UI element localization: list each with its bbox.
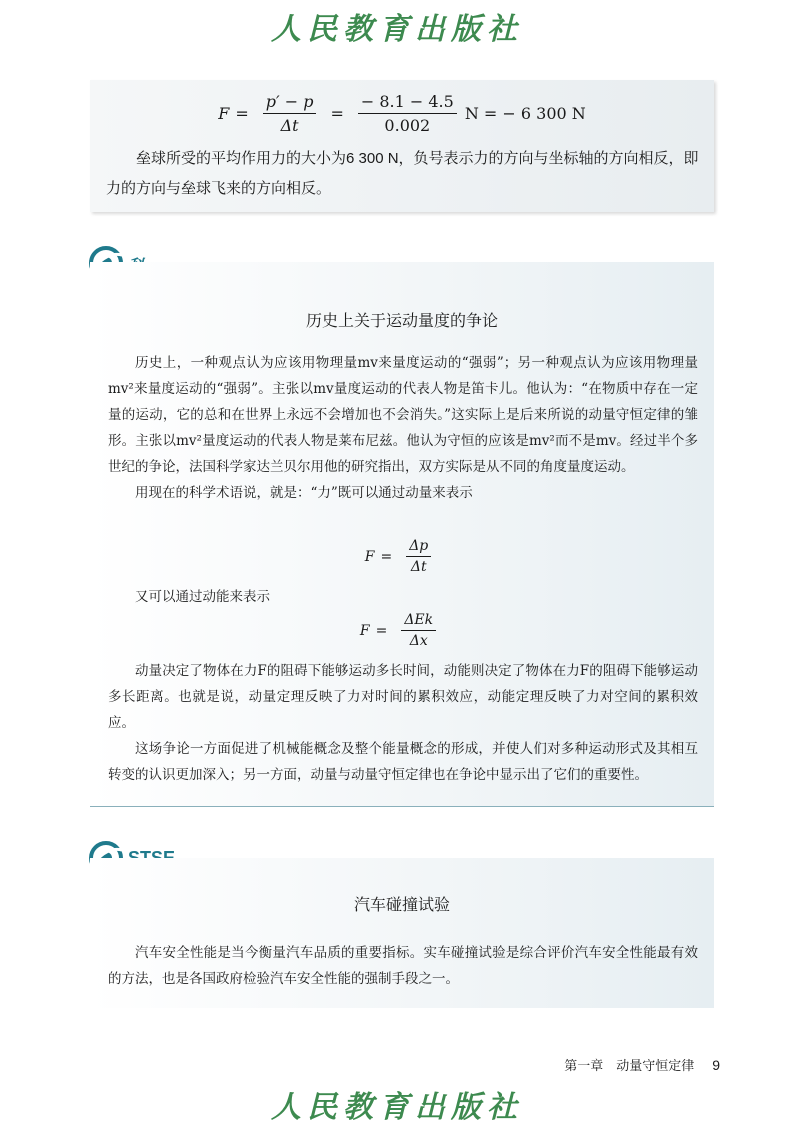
eq-fraction-1-numerator: p′ − p bbox=[263, 92, 317, 114]
page-footer bbox=[560, 1055, 720, 1074]
eq-numerator: Δp bbox=[406, 538, 431, 557]
equation-momentum bbox=[90, 538, 714, 575]
eq-numerator: ΔEk bbox=[401, 612, 436, 631]
paragraph: 动量决定了物体在力F的阻碍下能够运动多长时间，动能则决定了物体在力F的阻碍下能够运动多长距离。也就是说，动量定理反映了力对时间的累积效应，动能定理反映了力对空间的累积效应。 bbox=[108, 663, 698, 731]
publisher-watermark-bottom: 人民教育出版社 bbox=[271, 1090, 523, 1125]
panel-body-2 bbox=[108, 584, 698, 610]
eq-fraction-1 bbox=[263, 92, 317, 135]
paragraph: 历史上，一种观点认为应该用物理量mv来量度运动的“强弱”；另一种观点认为应该用物理量mv²来量度运动的“强弱”。主张以mv量度运动的代表人物是笛卡儿。他认为：“在物质中存在一定量的运动，它的总和在世界上永远不会增加也不会消失。”这实际上是后来所说的动量守恒定律的雏形。主张以mv²量度运动的代表人物是莱布尼兹。他认为守恒的应该是mv²而不是mv。经过半个多世纪的争论，法国科学家达兰贝尔用他的研究指出，双方实际是从不同的角度量度运动。 bbox=[108, 355, 698, 475]
science-panel bbox=[90, 262, 714, 807]
panel-title: 汽车碰撞试验 bbox=[353, 897, 450, 914]
panel-body-3 bbox=[108, 658, 698, 788]
eq-fraction-1-denominator: Δt bbox=[280, 116, 299, 135]
eq-denominator: Δx bbox=[409, 633, 428, 649]
eq-fraction-2-numerator: − 8.1 − 4.5 bbox=[358, 92, 457, 114]
eq-equals: = bbox=[375, 622, 388, 639]
eq-equals-2: = bbox=[330, 104, 344, 123]
solution-equation bbox=[90, 92, 714, 135]
chapter-title: 第一章 动量守恒定律 bbox=[564, 1058, 695, 1073]
equation-energy bbox=[90, 612, 714, 649]
eq-lhs: F bbox=[364, 548, 375, 565]
panel-title: 历史上关于运动量度的争论 bbox=[305, 313, 498, 330]
solution-paragraph: 垒球所受的平均作用力的大小为6 300 N，负号表示力的方向与坐标轴的方向相反，即力的方向与垒球飞来的方向相反。 bbox=[106, 150, 699, 197]
panel-body bbox=[108, 940, 698, 992]
paragraph: 这场争论一方面促进了机械能概念及整个能量概念的形成，并使人们对多种运动形式及其相互转变的认识更加深入；另一方面，动量与动量守恒定律也在争论中显示出了它们的重要性。 bbox=[108, 741, 698, 783]
eq-equals: = bbox=[235, 104, 249, 123]
eq-fraction bbox=[401, 612, 436, 649]
paragraph: 又可以通过动能来表示 bbox=[135, 589, 270, 605]
publisher-watermark-top: 人民教育出版社 bbox=[271, 12, 523, 47]
paragraph: 用现在的科学术语说，就是：“力”既可以通过动量来表示 bbox=[135, 485, 473, 501]
solution-box bbox=[90, 80, 714, 212]
eq-result: N = − 6 300 N bbox=[464, 104, 586, 123]
page-number: 9 bbox=[712, 1057, 720, 1073]
eq-fraction bbox=[406, 538, 431, 575]
stse-panel bbox=[90, 858, 714, 1008]
eq-lhs: F bbox=[359, 622, 370, 639]
eq-fraction-2 bbox=[358, 92, 457, 135]
panel-body-1 bbox=[108, 350, 698, 506]
eq-fraction-2-denominator: 0.002 bbox=[384, 116, 431, 135]
eq-denominator: Δt bbox=[410, 559, 427, 575]
eq-equals: = bbox=[380, 548, 393, 565]
eq-lhs: F bbox=[218, 104, 230, 123]
paragraph: 汽车安全性能是当今衡量汽车品质的重要指标。实车碰撞试验是综合评价汽车安全性能最有效的方法，也是各国政府检验汽车安全性能的强制手段之一。 bbox=[108, 945, 698, 987]
